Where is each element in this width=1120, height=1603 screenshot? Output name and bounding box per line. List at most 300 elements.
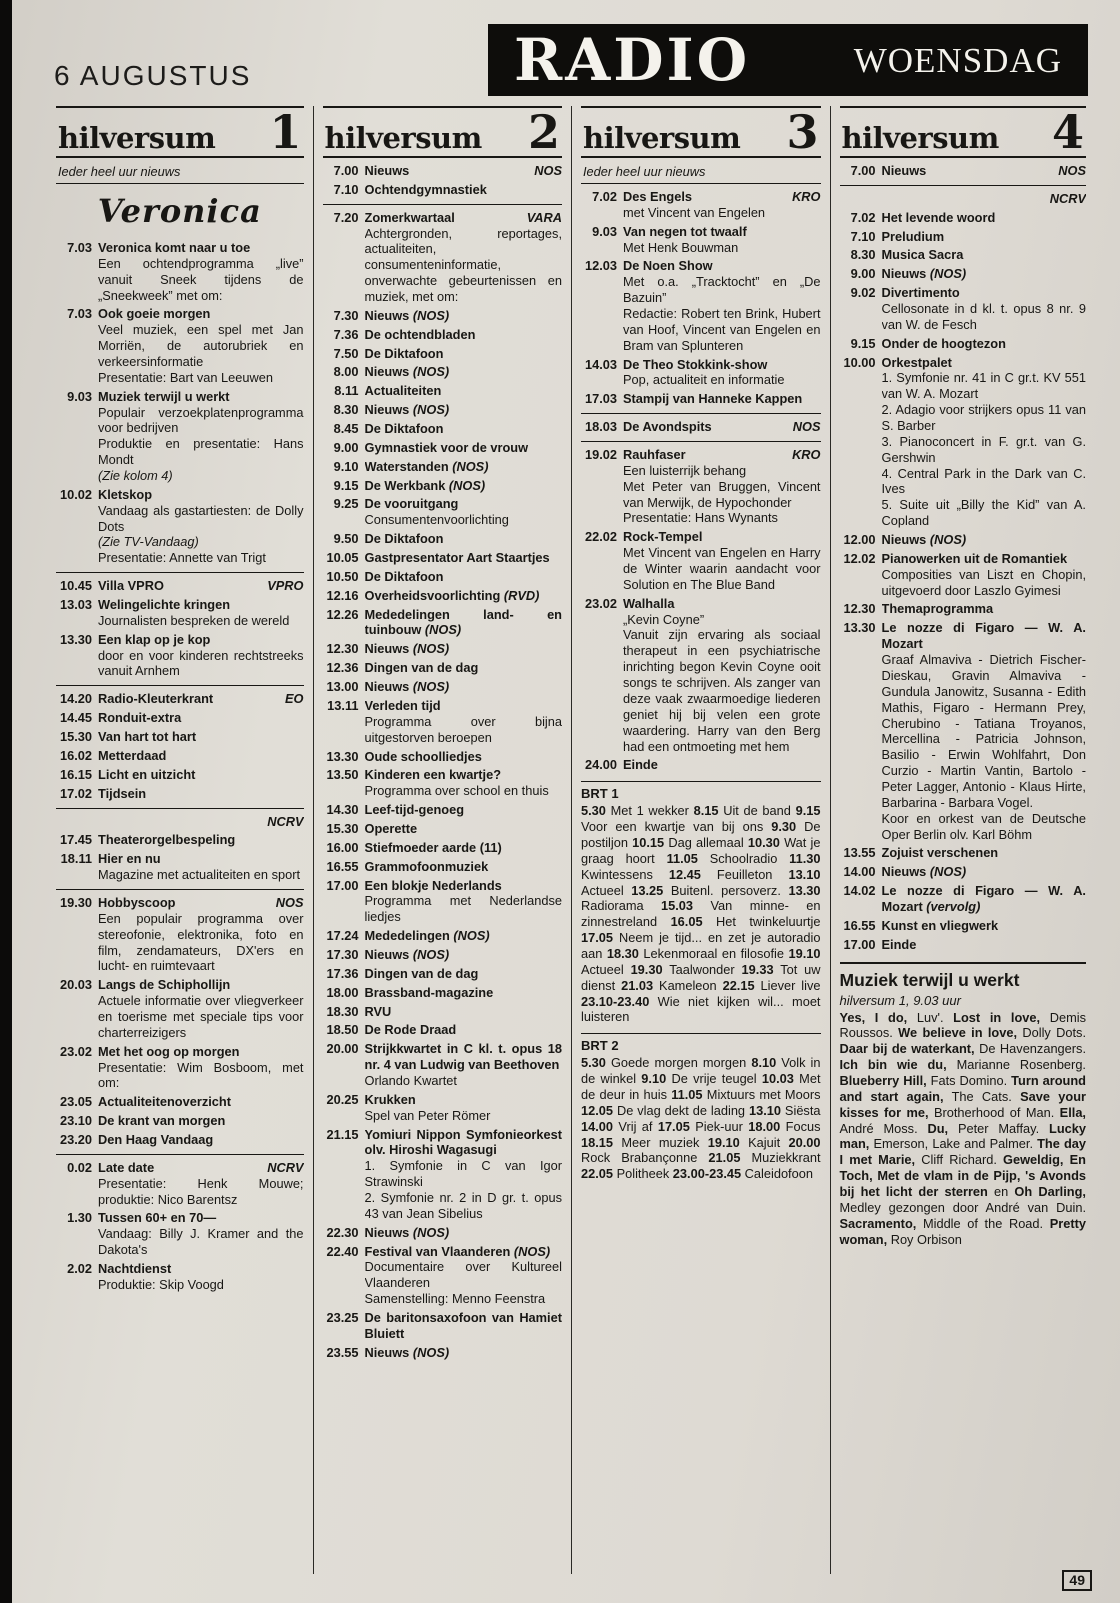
program-description: Een populair programma over stereofonie, elektronika, foto en film, zendamateurs, DX'ers en lucht- en ruimtevaart xyxy=(98,910,304,974)
program-time: 23.10 xyxy=(59,1113,92,1129)
program-content xyxy=(365,1225,563,1241)
program-title: Tijdsein xyxy=(98,785,147,801)
program-content xyxy=(882,532,1087,548)
program-description: Redactie: Robert ten Brink, Hubert van Hoof, Vincent van Engelen en Bram van Splunteren xyxy=(623,306,821,353)
program-content xyxy=(98,748,304,764)
program-time: 7.03 xyxy=(67,240,92,255)
program-title: Den Haag Vandaag xyxy=(98,1131,214,1147)
program-title: Stiefmoeder aarde (11) xyxy=(364,839,502,855)
section-divider xyxy=(56,808,304,809)
program-time: 14.45 xyxy=(59,710,92,726)
program-entry xyxy=(581,189,821,221)
program-content xyxy=(98,389,304,484)
program-time: 13.03 xyxy=(59,597,92,613)
program-title: Van hart tot hart xyxy=(98,729,197,745)
section-divider xyxy=(581,413,821,414)
feature-heading: Muziek terwijl u werkt xyxy=(839,969,1020,990)
program-content xyxy=(98,1113,304,1129)
program-entry xyxy=(840,551,1087,599)
program-time: 7.02 xyxy=(850,209,876,225)
program-content xyxy=(365,821,563,837)
program-title: De Werkbank (NOS) xyxy=(364,477,486,493)
broadcaster-tag: NCRV xyxy=(1049,190,1086,206)
program-content xyxy=(365,607,563,639)
program-time: 18.30 xyxy=(326,1003,359,1019)
program-time xyxy=(56,814,98,830)
program-content xyxy=(365,679,563,695)
program-entry xyxy=(56,814,304,830)
program-entry xyxy=(323,1345,563,1361)
program-entry xyxy=(323,698,563,746)
program-time: 9.00 xyxy=(850,266,876,282)
program-content xyxy=(365,478,563,494)
program-content xyxy=(623,447,821,526)
program-time: 14.30 xyxy=(326,802,359,818)
program-time: 12.36 xyxy=(326,660,359,676)
program-content xyxy=(882,864,1087,880)
broadcaster-tag: NCRV xyxy=(267,813,304,829)
program-title: Een klap op je kop xyxy=(98,631,211,647)
program-title: Des Engels xyxy=(623,189,692,204)
section-divider xyxy=(56,685,304,686)
program-title: De ochtendbladen xyxy=(364,326,476,342)
feature-subheading: hilversum 1, 9.03 uur xyxy=(839,992,961,1008)
program-title: Nieuws (NOS) xyxy=(364,364,450,380)
program-title: Nieuws (NOS) xyxy=(881,266,967,282)
section-title: RADIO xyxy=(514,26,751,94)
program-time: 12.16 xyxy=(326,587,359,603)
program-title: Le nozze di Figaro — W. A. Mozart xyxy=(881,620,1086,652)
broadcaster-tag: NOS xyxy=(792,419,821,435)
program-time: 23.20 xyxy=(59,1131,92,1147)
program-title: RVU xyxy=(364,1003,392,1019)
program-title: Metterdaad xyxy=(98,747,167,763)
program-content xyxy=(98,814,304,830)
program-description: Met Henk Bouwman xyxy=(623,239,739,255)
program-description: „Kevin Coyne” xyxy=(623,611,705,627)
program-title: De Diktafoon xyxy=(364,345,444,361)
program-time: 10.50 xyxy=(326,568,359,584)
program-time: 1.30 xyxy=(67,1210,92,1226)
program-title: Festival van Vlaanderen (NOS) xyxy=(364,1243,551,1259)
program-time: 16.55 xyxy=(843,917,876,933)
program-title: Ook goeie morgen xyxy=(98,306,211,322)
program-title: Stampij van Hanneke Kappen xyxy=(623,391,803,407)
program-title: Onder de hoogtezon xyxy=(881,335,1006,351)
program-title: Van negen tot twaalf xyxy=(623,223,747,239)
program-description: Orlando Kwartet xyxy=(364,1072,457,1088)
program-description: 3. Pianoconcert in F. gr.t. van G. Gershwin xyxy=(881,433,1086,465)
program-title: Kunst en vliegwerk xyxy=(881,917,999,933)
program-entry xyxy=(323,588,563,604)
program-time: 17.24 xyxy=(326,928,359,944)
program-title: Ronduit-extra xyxy=(98,710,182,726)
program-content xyxy=(623,391,821,407)
program-entry xyxy=(840,620,1087,842)
program-description: Graaf Almaviva - Dietrich Fischer-Dieskau, Gravin Almaviva - Gundula Janowitz, Susanna - Edith Mathis, Figaro - Hermann Prey, Cherubino - Tatiana Troyanos, Mercellina - Patricia Johnson, Basilio - Erwin Wohlfahrt, Don Curzio - Martin Vantin, Bartolo - Peter Lagger, Antonio - Klaus Hirte, Barbarina - Barbara Vogel. xyxy=(881,652,1086,810)
program-entry xyxy=(56,487,304,566)
program-content xyxy=(98,691,304,707)
program-title: Late date xyxy=(98,1159,155,1175)
program-time: 7.36 xyxy=(333,326,359,342)
program-entry xyxy=(323,531,563,547)
program-description: Programma over bijna uitgestorven beroepen xyxy=(364,713,562,745)
program-time: 9.03 xyxy=(592,223,617,239)
program-title: Brassband-magazine xyxy=(364,984,494,1000)
station-name: hilversum xyxy=(58,121,216,155)
program-title: Grammofoonmuziek xyxy=(364,858,489,874)
program-entry xyxy=(56,1210,304,1258)
program-content xyxy=(365,588,563,604)
program-content xyxy=(623,357,821,389)
program-entry xyxy=(323,182,563,198)
program-time: 22.40 xyxy=(326,1243,359,1259)
program-time: 12.30 xyxy=(843,601,876,617)
program-content xyxy=(365,859,563,875)
program-entry xyxy=(581,258,821,353)
program-description: Presentatie: Henk Mouwe; produktie: Nico Barentsz xyxy=(98,1175,304,1207)
program-entry xyxy=(323,821,563,837)
veronica-logo: Veronica xyxy=(97,192,262,230)
program-description: door en voor kinderen rechtstreeks vanuit Arnhem xyxy=(98,647,304,679)
station-number: 4 xyxy=(1051,106,1084,159)
program-title: Waterstanden (NOS) xyxy=(364,458,489,474)
program-time: 9.15 xyxy=(333,477,359,493)
program-content xyxy=(882,355,1087,529)
program-title: Nieuws xyxy=(881,163,927,178)
section-divider xyxy=(56,572,304,573)
program-title: De baritonsaxofoon van Hamiet Bluiett xyxy=(364,1310,562,1341)
program-description: Een luisterrijk behang xyxy=(623,462,747,478)
program-entry xyxy=(323,550,563,566)
broadcaster-tag: NOS xyxy=(1058,163,1086,178)
program-content xyxy=(365,163,563,179)
program-time: 7.00 xyxy=(333,163,359,178)
program-content xyxy=(365,308,563,324)
program-content xyxy=(98,240,304,303)
program-content xyxy=(623,529,821,592)
program-time: 20.00 xyxy=(326,1041,359,1057)
program-title: Actualiteiten xyxy=(364,383,442,399)
program-entry xyxy=(323,327,563,343)
program-description: Programma over school en thuis xyxy=(364,783,549,799)
section-divider xyxy=(581,441,821,442)
program-time: 8.00 xyxy=(333,364,359,380)
broadcaster-tag: KRO xyxy=(792,189,821,204)
program-content xyxy=(365,947,563,963)
program-time: 9.00 xyxy=(333,439,359,455)
program-entry xyxy=(323,1127,563,1222)
program-entry xyxy=(840,266,1087,282)
broadcaster-tag: VPRO xyxy=(267,578,304,594)
program-content xyxy=(98,487,304,566)
program-content xyxy=(98,1160,304,1208)
program-entry xyxy=(840,285,1087,333)
program-content xyxy=(623,419,821,435)
scan-edge xyxy=(0,0,12,1603)
program-title: Verleden tijd xyxy=(364,697,441,713)
program-time: 0.02 xyxy=(67,1159,92,1175)
program-entry xyxy=(323,569,563,585)
program-entry xyxy=(581,757,821,773)
program-content xyxy=(365,840,563,856)
program-description: Met Vincent van Engelen en Harry de Winter waarin aandacht voor Solution en The Blue Band xyxy=(623,545,821,592)
program-description: Met Peter van Bruggen, Vincent van Merwijk, de Hypochonder xyxy=(623,478,821,510)
program-content xyxy=(882,229,1087,245)
program-entry xyxy=(323,966,563,982)
program-time: 12.26 xyxy=(326,606,359,622)
program-description: Programma met Nederlandse liedjes xyxy=(364,893,562,925)
program-content xyxy=(365,421,563,437)
program-entry xyxy=(840,532,1087,548)
program-content xyxy=(365,383,563,399)
program-description: Consumentenvoorlichting xyxy=(364,512,509,528)
program-entry xyxy=(323,607,563,639)
program-title: Divertimento xyxy=(881,285,960,301)
program-entry xyxy=(581,224,821,256)
program-content xyxy=(882,551,1087,599)
program-entry xyxy=(323,421,563,437)
program-title: De vooruitgang xyxy=(364,496,459,512)
program-time: 13.11 xyxy=(327,697,359,713)
program-content xyxy=(98,1261,304,1293)
program-title: Actualiteitenoverzicht xyxy=(98,1094,231,1110)
program-description: Produktie en presentatie: Hans Mondt xyxy=(98,436,304,468)
program-content xyxy=(98,977,304,1040)
program-time: 7.03 xyxy=(67,306,92,322)
program-entry xyxy=(840,336,1087,352)
program-content xyxy=(365,966,563,982)
station-columns xyxy=(54,106,1088,1574)
page-date: 6 AUGUSTUS xyxy=(54,60,252,91)
program-content xyxy=(98,597,304,629)
program-entry xyxy=(56,767,304,783)
program-entry xyxy=(323,928,563,944)
program-description: Vanuit zijn ervaring als sociaal therapeut in een psychiatrische inrichting begon Kevin Coyne ooit songs te schrijven. Als zanger van deze vaak zwaarmoedige liederen geniet hij bij velen een grote waardering. Harry van den Berg had een ontmoeting met hem xyxy=(623,627,821,754)
program-content xyxy=(365,698,563,746)
program-title: Rock-Tempel xyxy=(623,529,703,545)
program-title: Preludium xyxy=(881,228,945,244)
program-title: Nieuws (NOS) xyxy=(364,679,450,695)
program-time xyxy=(840,191,882,207)
program-entry xyxy=(581,447,821,526)
program-time: 9.25 xyxy=(333,496,359,512)
program-entry xyxy=(323,402,563,418)
program-entry xyxy=(323,1041,563,1089)
program-entry xyxy=(56,1094,304,1110)
program-time: 22.30 xyxy=(326,1224,359,1240)
program-title: Veronica komt naar u toe xyxy=(98,240,251,255)
program-content xyxy=(98,1094,304,1110)
program-description: 2. Symfonie nr. 2 in D gr. t. opus 43 van Jean Sibelius xyxy=(364,1189,562,1221)
program-content xyxy=(98,710,304,726)
program-description: 1. Symfonie nr. 41 in C gr.t. KV 551 van W. A. Mozart xyxy=(881,370,1086,402)
program-title: Nieuws (NOS) xyxy=(364,641,450,657)
program-entry xyxy=(323,985,563,1001)
program-title: Nieuws (NOS) xyxy=(364,946,450,962)
program-entry xyxy=(581,391,821,407)
program-entry xyxy=(56,832,304,848)
program-time: 10.02 xyxy=(59,486,92,502)
program-content xyxy=(882,620,1087,842)
program-entry xyxy=(581,419,821,435)
program-entry xyxy=(56,597,304,629)
program-title: Overheidsvoorlichting (RVD) xyxy=(364,587,540,603)
program-entry xyxy=(323,346,563,362)
program-title: Welingelichte kringen xyxy=(98,597,231,613)
program-title: Nieuws (NOS) xyxy=(364,307,450,323)
program-time: 17.36 xyxy=(326,965,359,981)
program-title: Met het oog op morgen xyxy=(98,1043,240,1059)
program-entry xyxy=(323,1244,563,1307)
program-description: Met o.a. „Tracktocht” en „De Bazuin” xyxy=(623,274,821,306)
program-content xyxy=(365,346,563,362)
program-time: 9.10 xyxy=(333,458,359,474)
program-title: Gastpresentator Aart Staartjes xyxy=(364,550,550,566)
program-content xyxy=(882,336,1087,352)
program-entry xyxy=(56,578,304,594)
program-entry xyxy=(323,767,563,799)
program-content xyxy=(882,937,1087,953)
program-time: 9.03 xyxy=(67,388,92,404)
program-entry xyxy=(323,308,563,324)
program-time: 22.02 xyxy=(584,529,617,545)
program-entry xyxy=(840,247,1087,263)
program-content xyxy=(882,285,1087,333)
program-time: 2.02 xyxy=(67,1260,92,1276)
program-description: Vandaag: Billy J. Kramer and the Dakota's xyxy=(98,1226,304,1258)
broadcaster-tag: EO xyxy=(285,691,304,707)
program-content xyxy=(365,459,563,475)
program-time: 17.03 xyxy=(584,391,617,407)
music-feature xyxy=(840,962,1087,1248)
program-entry xyxy=(323,1022,563,1038)
program-time: 18.03 xyxy=(584,419,617,435)
program-title: Oude schoolliedjes xyxy=(364,748,482,764)
program-title: Kletskop xyxy=(98,486,153,502)
program-content xyxy=(365,878,563,926)
program-content xyxy=(365,440,563,456)
program-title: Pianowerken uit de Romantiek xyxy=(881,550,1068,566)
program-description: 1. Symfonie in C van Igor Strawinski xyxy=(364,1158,562,1190)
day-label: WOENSDAG xyxy=(853,40,1062,80)
section-divider xyxy=(56,889,304,890)
program-time: 7.02 xyxy=(592,189,617,204)
program-entry xyxy=(581,357,821,389)
program-time: 7.50 xyxy=(333,345,359,361)
program-time: 21.15 xyxy=(326,1126,359,1142)
section-header-bar xyxy=(488,24,1088,96)
program-content xyxy=(98,578,304,594)
program-description: Magazine met actualiteiten en sport xyxy=(98,867,301,883)
program-content xyxy=(98,767,304,783)
program-title: Le nozze di Figaro — W. A. Mozart (vervolg) xyxy=(881,883,1086,914)
program-content xyxy=(98,1210,304,1258)
program-time: 14.03 xyxy=(584,356,617,372)
program-title: Licht en uitzicht xyxy=(98,766,196,782)
program-entry xyxy=(323,478,563,494)
program-content xyxy=(882,247,1087,263)
program-description: Presentatie: Hans Wynants xyxy=(623,510,778,526)
program-content xyxy=(98,786,304,802)
program-content xyxy=(365,802,563,818)
program-content xyxy=(98,1044,304,1092)
program-description: Presentatie: Bart van Leeuwen xyxy=(98,369,274,385)
program-title: Tussen 60+ en 70— xyxy=(98,1210,217,1226)
program-title: De Diktafoon xyxy=(364,568,444,584)
section-divider xyxy=(840,185,1087,186)
brt-heading: BRT 1 xyxy=(581,786,619,802)
program-entry xyxy=(840,210,1087,226)
program-entry xyxy=(323,364,563,380)
program-content xyxy=(365,985,563,1001)
program-time: 20.25 xyxy=(326,1091,359,1107)
program-time: 16.15 xyxy=(59,766,92,782)
program-title: Einde xyxy=(623,757,658,773)
program-entry xyxy=(323,802,563,818)
program-content xyxy=(365,928,563,944)
program-content xyxy=(365,569,563,585)
program-entry xyxy=(323,859,563,875)
program-description: Presentatie: Annette van Trigt xyxy=(98,550,266,566)
program-time: 23.55 xyxy=(326,1344,359,1360)
program-title: Mededelingen (NOS) xyxy=(364,928,490,944)
brt-section xyxy=(581,1033,821,1182)
program-entry xyxy=(323,641,563,657)
program-content xyxy=(365,1345,563,1361)
station-column-hilversum-3 xyxy=(571,106,830,1574)
program-content xyxy=(623,757,821,773)
program-title: De Diktafoon xyxy=(364,421,444,437)
program-content xyxy=(882,883,1087,915)
program-title: Krukken xyxy=(364,1091,416,1107)
program-content xyxy=(882,601,1087,617)
station-header xyxy=(581,106,821,158)
program-entry xyxy=(56,691,304,707)
program-time: 20.03 xyxy=(59,977,92,993)
program-entry xyxy=(323,1004,563,1020)
program-entry xyxy=(56,748,304,764)
section-divider xyxy=(56,1154,304,1155)
program-entry xyxy=(56,389,304,484)
program-entry xyxy=(56,786,304,802)
program-time: 7.00 xyxy=(850,163,876,178)
program-time: 7.30 xyxy=(333,307,359,323)
program-description: Cellosonate in d kl. t. opus 8 nr. 9 van W. de Fesch xyxy=(881,301,1086,332)
program-title: Operette xyxy=(364,820,418,836)
broadcaster-tag: NOS xyxy=(275,894,304,910)
program-description: 5. Suite uit „Billy the Kid” van A. Copland xyxy=(881,497,1086,529)
station-header xyxy=(323,106,563,158)
program-description: met Vincent van Engelen xyxy=(623,204,766,220)
program-title: Dingen van de dag xyxy=(364,965,479,981)
program-title: Zojuist verschenen xyxy=(881,845,999,861)
program-content xyxy=(365,531,563,547)
program-time: 9.50 xyxy=(333,531,359,547)
program-title: Radio-Kleuterkrant xyxy=(98,691,214,707)
program-title: Einde xyxy=(881,936,917,952)
program-entry xyxy=(56,1160,304,1208)
program-time: 16.00 xyxy=(326,839,359,855)
program-content xyxy=(365,767,563,799)
program-description: Actuele informatie over vliegverkeer en toerisme met speciale tips voor charterreizigers xyxy=(98,993,304,1040)
program-content xyxy=(365,749,563,765)
program-content xyxy=(882,845,1087,861)
program-content xyxy=(882,918,1087,934)
program-content xyxy=(98,895,304,974)
program-content xyxy=(365,1092,563,1124)
program-entry xyxy=(323,459,563,475)
